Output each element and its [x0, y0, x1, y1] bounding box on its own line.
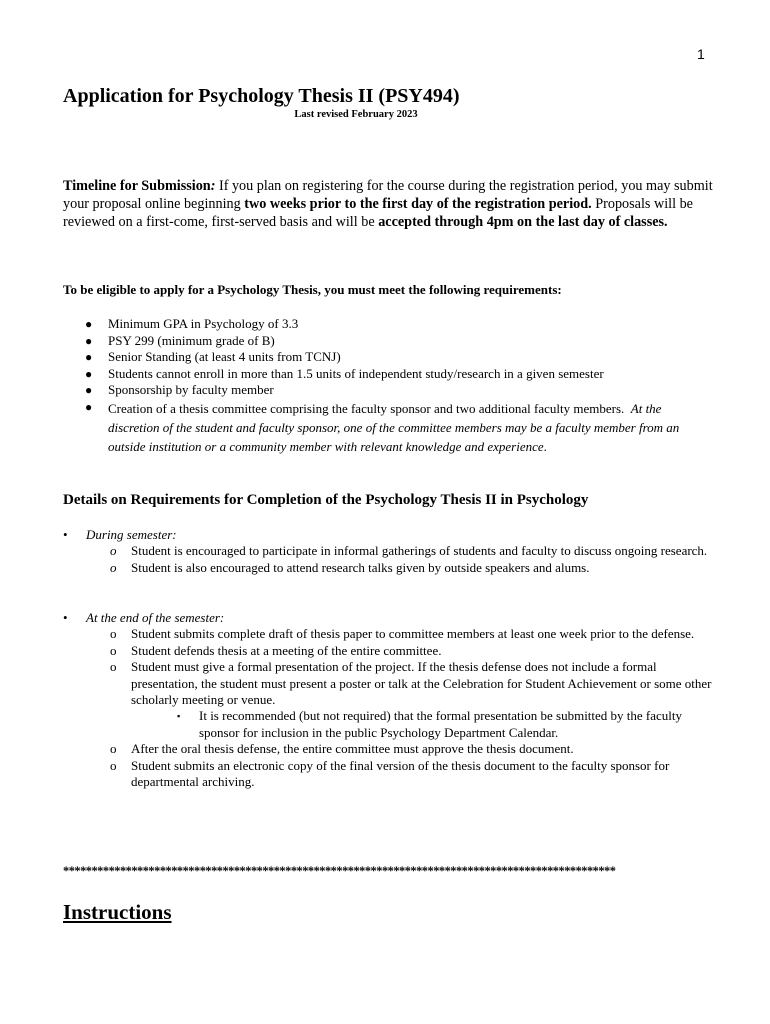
circle-bullet-icon: o: [110, 757, 117, 773]
page-number: 1: [697, 46, 705, 62]
timeline-bold-2: accepted through 4pm on the last day of classes.: [378, 214, 668, 230]
list-item: [110, 626, 713, 642]
bullet-icon: •: [63, 527, 68, 542]
timeline-text-2: Proposals will be reviewed on a first-come, first-served basis and will be: [63, 196, 693, 230]
circle-bullet-icon: o: [110, 741, 117, 757]
eligibility-heading: To be eligible to apply for a Psychology Thesis, you must meet the following requirements:: [63, 282, 562, 297]
item-text: Student submits an electronic copy of the final version of the thesis document to the faculty sponsor for departmental archiving.: [131, 757, 670, 790]
requirement-end: .: [543, 438, 547, 454]
list-item: [110, 741, 713, 757]
list-item: [110, 543, 713, 559]
during-semester-list: [63, 543, 713, 576]
list-item: [85, 382, 708, 399]
circle-bullet-icon: o: [110, 559, 117, 575]
instructions-heading: Instructions: [63, 900, 172, 924]
item-text: It is recommended (but not required) that the formal presentation be submitted by the faculty sponsor for inclusion in the public Psychology Department Calendar.: [199, 708, 683, 740]
bullet-icon: ●: [85, 399, 93, 414]
requirement-italic-note: At the discretion of the student and faculty sponsor, one of the committee members may be a faculty member from an outside institution or a community member with relevant knowledge and experience: [108, 400, 680, 454]
item-text: Student is also encouraged to attend research talks given by outside speakers and alums.: [131, 559, 590, 575]
requirement-text: Sponsorship by faculty member: [108, 382, 274, 398]
item-text: Student submits complete draft of thesis paper to committee members at least one week prior to the defense.: [131, 626, 695, 642]
requirement-text: PSY 299 (minimum grade of B): [108, 332, 275, 348]
requirement-text: Senior Standing (at least 4 units from TCNJ): [108, 349, 341, 365]
bullet-icon: ●: [85, 317, 93, 331]
end-semester-list: [63, 626, 713, 790]
timeline-bold-1: two weeks prior to the first day of the registration period.: [244, 196, 592, 212]
section-label: At the end of the semester:: [86, 610, 225, 625]
list-item: [110, 559, 713, 576]
bullet-icon: ●: [85, 383, 93, 398]
list-item: [177, 708, 713, 741]
section-label: During semester:: [86, 527, 177, 542]
requirement-text: Creation of a thesis committee comprising the faculty sponsor and two additional faculty members.: [108, 400, 625, 416]
end-semester-label: [63, 610, 713, 626]
requirements-list: [85, 316, 708, 456]
document-title: Application for Psychology Thesis II (PSY494): [63, 85, 460, 107]
item-text: After the oral thesis defense, the entire committee must approve the thesis document.: [131, 741, 574, 757]
circle-bullet-icon: o: [110, 642, 117, 658]
revision-date: Last revised February 2023: [294, 109, 418, 120]
list-item: [85, 349, 708, 366]
timeline-label: Timeline for Submission: [63, 178, 211, 194]
presentation-sub-list: [131, 708, 713, 741]
during-semester-section: [63, 527, 713, 576]
list-item: [110, 642, 713, 659]
bullet-icon: ●: [85, 350, 93, 365]
list-item: [85, 399, 708, 456]
circle-bullet-icon: o: [110, 659, 117, 675]
requirement-text: Minimum GPA in Psychology of 3.3: [108, 316, 299, 331]
square-bullet-icon: ▪: [177, 711, 181, 722]
list-item: [110, 757, 713, 791]
bullet-icon: ●: [85, 366, 93, 381]
bullet-icon: ●: [85, 333, 93, 348]
timeline-colon: :: [210, 178, 216, 194]
end-semester-section: [63, 610, 713, 790]
item-text: Student is encouraged to participate in informal gatherings of students and faculty to discuss ongoing research.: [131, 543, 708, 559]
item-text: Student must give a formal presentation of the project. If the thesis defense does not include a formal presentation, the student must present a poster or talk at the Celebration for Student Achievement or some other scholarly meeting or venue.: [131, 659, 712, 708]
details-heading: Details on Requirements for Completion of the Psychology Thesis II in Psychology: [63, 492, 589, 508]
list-item: [85, 332, 708, 350]
timeline-paragraph: [63, 177, 713, 231]
requirement-text: Students cannot enroll in more than 1.5 units of independent study/research in a given semester: [108, 365, 604, 381]
list-item: [85, 365, 708, 383]
circle-bullet-icon: o: [110, 626, 117, 642]
during-semester-label: [63, 527, 713, 543]
circle-bullet-icon: o: [110, 543, 117, 559]
list-item: [85, 316, 708, 333]
list-item: [110, 659, 713, 741]
item-text: Student defends thesis at a meeting of the entire committee.: [131, 642, 442, 658]
bullet-icon: •: [63, 610, 68, 625]
timeline-text-1: If you plan on registering for the course during the registration period, you may submit your proposal online beginning: [63, 178, 713, 212]
asterisk-divider: *************************************************************************************************: [63, 864, 616, 878]
